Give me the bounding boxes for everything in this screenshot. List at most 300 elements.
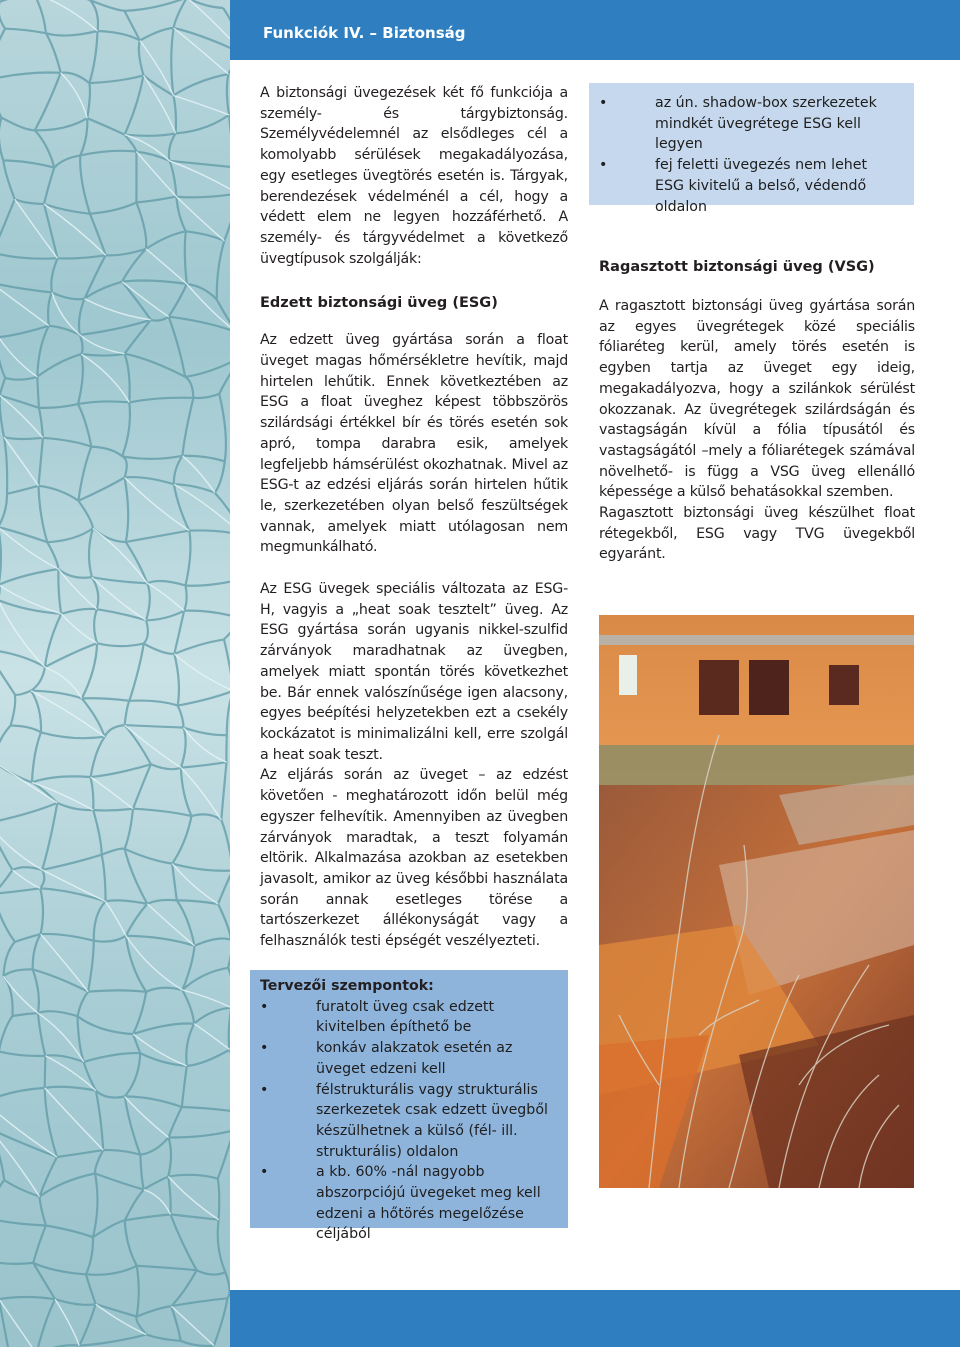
glass-crack: [39, 486, 48, 542]
glass-crack: [0, 1297, 55, 1299]
glass-crack: [0, 395, 4, 437]
glass-crack: [96, 1091, 103, 1151]
glass-crack: [225, 1272, 229, 1298]
glass-crack: [218, 1220, 226, 1273]
glass-crack: [40, 1197, 46, 1226]
glass-crack: [91, 777, 133, 809]
glass-crack: [174, 484, 230, 536]
glass-crack: [93, 810, 102, 855]
glass-crack: [126, 531, 189, 542]
glass-crack: [34, 0, 46, 33]
glass-crack: [33, 1263, 86, 1275]
glass-crack: [11, 694, 16, 725]
glass-crack: [0, 527, 1, 585]
glass-crack: [174, 456, 183, 484]
glass-crack: [31, 667, 45, 691]
glass-crack: [86, 1237, 93, 1274]
glass-crack: [126, 936, 146, 992]
glass-crack: [182, 1066, 187, 1107]
glass-crack: [45, 1056, 46, 1088]
glass-crack: [52, 293, 85, 300]
glass-crack: [146, 231, 186, 249]
glass-crack: [147, 581, 185, 585]
glass-crack: [87, 83, 90, 118]
glass-crack: [37, 354, 81, 377]
glass-crack: [45, 1088, 103, 1150]
glass-crack: [0, 762, 57, 803]
glass-crack: [89, 528, 93, 577]
glass-crack: [42, 870, 105, 902]
glass-crack: [168, 1175, 218, 1179]
glass-crack: [55, 1299, 96, 1305]
glass-crack: [92, 577, 147, 583]
glass-crack: [178, 691, 230, 706]
glass-crack: [181, 762, 227, 767]
bullet-icon: •: [260, 1081, 269, 1098]
glass-crack: [147, 900, 177, 904]
glass-crack: [0, 378, 5, 396]
list-item: [260, 1038, 554, 1079]
glass-crack: [61, 609, 97, 614]
glass-crack: [187, 1050, 230, 1066]
glass-crack: [93, 528, 126, 542]
glass-crack: [13, 870, 41, 888]
glass-crack: [168, 1138, 171, 1177]
glass-crack: [125, 477, 174, 484]
glass-crack: [133, 992, 146, 1034]
glass-crack: [4, 437, 39, 486]
glass-crack: [0, 1052, 45, 1056]
glass-crack: [146, 583, 150, 620]
glass-crack: [186, 531, 191, 586]
glass-crack: [89, 75, 143, 83]
glass-crack: [78, 354, 83, 404]
glass-crack: [106, 901, 126, 935]
glass-crack: [85, 299, 151, 320]
glass-crack: [177, 900, 218, 904]
glass-crack: [125, 1214, 171, 1220]
glass-crack: [125, 1220, 137, 1266]
glass-crack: [172, 816, 191, 864]
glass-crack: [91, 764, 151, 777]
glass-crack: [7, 486, 39, 494]
glass-crack: [144, 644, 175, 654]
glass-crack: [40, 888, 43, 934]
glass-crack: [0, 1180, 4, 1218]
glass-crack: [227, 74, 229, 115]
glass-crack: [125, 725, 184, 728]
glass-crack: [133, 764, 151, 808]
glass-crack: [45, 643, 97, 667]
glass-crack: [187, 0, 223, 8]
glass-crack: [129, 701, 177, 706]
glass-crack: [122, 402, 130, 456]
glass-crack: [32, 776, 91, 782]
glass-crack: [93, 809, 133, 811]
glass-crack: [125, 1190, 144, 1221]
glass-crack: [125, 1053, 141, 1096]
glass-crack: [2, 118, 35, 131]
glass-crack: [0, 803, 57, 823]
glass-crack: [37, 377, 39, 408]
glass-crack: [82, 698, 105, 736]
list-item-text: félstrukturális vagy strukturális szerkezetek csak edzett üvegből készülhetnek a külső (fél- ill. strukturális) oldalon: [316, 1081, 548, 1160]
glass-crack: [43, 438, 91, 447]
glass-crack: [169, 1107, 182, 1138]
glass-crack: [229, 1008, 230, 1050]
footer-bar: [230, 1290, 960, 1347]
glass-crack: [0, 569, 58, 585]
glass-crack: [126, 904, 147, 936]
glass-crack: [80, 155, 90, 213]
glass-crack: [168, 1177, 170, 1215]
glass-crack: [136, 197, 176, 203]
glass-crack: [125, 133, 176, 135]
glass-crack: [78, 1016, 134, 1034]
glass-crack: [228, 968, 230, 1008]
glass-crack: [47, 528, 93, 542]
glass-crack: [42, 803, 57, 870]
glass-crack: [169, 1130, 231, 1137]
glass-crack: [173, 96, 229, 115]
bullet-icon: •: [599, 95, 608, 111]
glass-crack: [140, 28, 174, 41]
glass-crack: [214, 1298, 228, 1345]
glass-crack: [224, 619, 230, 640]
vsg-paragraph-2: Ragasztott biztonsági üveg készülhet float rétegekből, ESG vagy TVG üvegekből egyaránt.: [599, 505, 915, 563]
glass-crack: [139, 41, 144, 76]
right-bullet-list: [599, 93, 900, 217]
glass-crack: [105, 725, 125, 737]
glass-crack: [38, 1013, 46, 1056]
glass-crack: [174, 639, 224, 654]
list-item: [599, 93, 900, 155]
glass-crack: [40, 888, 105, 901]
glass-crack: [0, 1129, 40, 1197]
right-column: [599, 259, 915, 565]
right-top-box: [589, 83, 914, 215]
glass-crack: [185, 231, 187, 284]
glass-crack: [186, 581, 231, 586]
list-item: [260, 1080, 554, 1163]
glass-crack: [0, 337, 37, 377]
glass-crack: [35, 118, 87, 130]
glass-crack: [174, 654, 230, 691]
glass-crack: [0, 1218, 46, 1226]
glass-crack: [192, 814, 222, 820]
glass-crack: [185, 357, 230, 377]
glass-crack: [0, 326, 49, 338]
glass-crack: [125, 701, 130, 725]
glass-crack: [0, 118, 3, 161]
glass-crack: [0, 80, 2, 118]
glass-crack: [41, 934, 94, 941]
broken-glass-image: [0, 0, 230, 1347]
glass-crack: [194, 1008, 230, 1024]
glass-crack: [11, 726, 41, 733]
glass-crack: [45, 1087, 96, 1091]
bullet-icon: •: [260, 998, 269, 1015]
glass-crack: [171, 1214, 197, 1270]
glass-crack: [32, 732, 41, 782]
glass-crack: [78, 401, 129, 404]
glass-crack: [87, 118, 124, 134]
design-considerations-box: [250, 970, 568, 1243]
glass-crack: [89, 31, 97, 83]
glass-crack: [133, 1023, 194, 1034]
glass-crack: [78, 478, 124, 501]
glass-crack: [178, 706, 184, 728]
glass-crack: [144, 1190, 171, 1215]
glass-crack: [224, 639, 230, 691]
glass-crack: [41, 934, 89, 992]
glass-crack: [137, 1266, 139, 1317]
glass-crack: [146, 1335, 180, 1341]
list-item-text: furatolt üveg csak edzett kivitelben építhető be: [316, 998, 495, 1036]
glass-crack: [144, 75, 176, 133]
glass-crack: [215, 461, 225, 492]
glass-crack: [186, 1024, 194, 1066]
list-item: [599, 155, 900, 217]
glass-crack: [48, 293, 52, 326]
glass-crack: [129, 644, 143, 701]
glass-crack: [4, 437, 7, 494]
glass-crack: [169, 161, 176, 197]
glass-crack: [0, 726, 11, 763]
left-column: [260, 83, 568, 952]
glass-crack: [0, 894, 15, 942]
glass-crack: [94, 609, 97, 643]
glass-crack: [218, 1179, 219, 1220]
glass-crack: [15, 691, 31, 695]
glass-crack: [51, 258, 57, 292]
glass-crack: [125, 354, 186, 377]
glass-crack: [125, 75, 144, 134]
glass-crack: [140, 1138, 168, 1155]
glass-crack: [0, 283, 52, 293]
glass-crack: [182, 946, 194, 990]
glass-crack: [41, 732, 105, 738]
glass-crack: [122, 456, 127, 477]
glass-crack: [46, 33, 61, 73]
glass-crack: [0, 823, 42, 870]
glass-crack: [0, 1261, 33, 1264]
glass-crack: [176, 194, 230, 198]
glass-crack: [0, 395, 39, 407]
glass-crack: [88, 941, 94, 992]
glass-crack: [35, 130, 55, 167]
glass-crack: [93, 1220, 125, 1237]
bullet-icon: •: [260, 1164, 269, 1181]
glass-crack: [146, 611, 184, 621]
glass-crack: [122, 456, 182, 459]
glass-crack: [58, 569, 92, 578]
glass-crack: [78, 447, 91, 501]
glass-crack: [78, 992, 89, 1017]
glass-crack: [46, 31, 98, 36]
glass-crack: [4, 976, 38, 1013]
glass-crack: [3, 161, 14, 200]
glass-crack: [151, 317, 169, 321]
glass-crack: [174, 484, 189, 530]
glass-crack: [140, 41, 174, 96]
glass-crack: [218, 871, 230, 905]
glass-crack: [54, 155, 80, 167]
glass-crack: [80, 118, 87, 155]
glass-crack: [218, 904, 230, 940]
glass-crack: [40, 870, 44, 888]
glass-crack: [81, 354, 129, 402]
glass-crack: [0, 762, 32, 782]
glass-crack: [0, 888, 40, 894]
glass-crack: [0, 2, 5, 29]
glass-crack: [90, 202, 136, 213]
glass-crack: [78, 404, 91, 447]
glass-crack: [174, 0, 187, 28]
glass-crack: [140, 1155, 144, 1190]
glass-crack: [173, 74, 228, 96]
glass-crack: [126, 542, 148, 583]
glass-crack: [0, 1102, 57, 1157]
glass-crack: [229, 115, 230, 168]
glass-crack: [42, 855, 101, 870]
glass-crack: [181, 768, 192, 817]
glass-crack: [91, 737, 105, 777]
glass-crack: [195, 939, 231, 946]
glass-crack: [125, 725, 181, 768]
bullet-icon: •: [260, 1040, 269, 1057]
list-item-text: a kb. 60% -nál nagyobb abszorpciójú üvegeket meg kell edzeni a hőtörés megelőzése céljából: [316, 1164, 541, 1243]
glass-crack: [184, 728, 227, 735]
list-item-text: fej feletti üvegezés nem lehet ESG kivitelű a belső, védendő oldalon: [655, 157, 868, 215]
glass-crack: [189, 530, 230, 535]
glass-crack: [0, 1088, 45, 1102]
glass-crack: [217, 241, 225, 300]
design-box-title: Tervezői szempontok:: [260, 978, 434, 994]
glass-crack: [106, 900, 148, 904]
glass-crack: [176, 115, 230, 133]
list-item: [260, 1162, 554, 1245]
glass-crack: [124, 0, 186, 11]
glass-crack: [0, 73, 61, 80]
glass-crack: [125, 478, 129, 543]
glass-crack: [97, 643, 144, 646]
glass-crack: [125, 725, 151, 764]
glass-crack: [218, 1130, 230, 1178]
glass-crack: [58, 569, 61, 614]
glass-crack: [91, 447, 122, 457]
glass-crack: [55, 1299, 79, 1346]
glass-crack: [147, 583, 184, 610]
glass-crack: [182, 1107, 230, 1113]
glass-crack: [15, 199, 44, 204]
glass-crack: [13, 1013, 38, 1016]
glass-crack: [91, 777, 94, 810]
glass-crack: [96, 1304, 137, 1316]
glass-crack: [79, 1335, 146, 1346]
glass-crack: [224, 194, 230, 241]
glass-crack: [90, 214, 106, 255]
glass-crack: [103, 1150, 140, 1155]
glass-crack: [102, 849, 125, 855]
glass-crack: [0, 1016, 12, 1052]
glass-crack: [144, 620, 148, 643]
glass-crack: [181, 728, 186, 768]
glass-crack: [219, 394, 226, 461]
glass-crack: [184, 586, 187, 611]
glass-crack: [0, 494, 7, 527]
glass-crack: [5, 377, 37, 380]
glass-crack: [126, 936, 182, 990]
glass-crack: [79, 299, 84, 335]
glass-crack: [0, 253, 58, 259]
esgh-paragraph-2: Az eljárás során az üveget – az edzést követően - meghatározott időn belül még egyszer felhevítik. Amennyiben az üvegben zárványok maradtak, a teszt folyamán eltörik. Alkalmazása azokban az esetekben javasolt, amikor az üveg későbbi használata során annak esetleges törése a tartószerkezet állékonyságát vagy a felhasználók testi épségét veszélyezteti.: [260, 767, 568, 950]
glass-crack: [39, 486, 79, 501]
glass-crack: [78, 501, 93, 529]
glass-crack: [80, 335, 83, 354]
glass-crack: [174, 28, 230, 54]
glass-crack: [0, 1299, 36, 1347]
intro-paragraph: A biztonsági üvegezések két fő funkciója a személy- és tárgybiztonság. Személyvédelemnél az elsődleges cél a komolyabb sérülések megakadályozása, egy esetleges üvegtörés esetén is. Tárgyak, berendezések védelménél a cél, hogy a védett elem ne legyen hozzáférhető. A személy- és tárgyvédelmet a következő üvegtípusok szolgálják:: [260, 85, 568, 267]
bullet-icon: •: [599, 157, 608, 174]
glass-crack: [169, 284, 187, 317]
glass-crack: [0, 199, 15, 252]
list-item: [260, 997, 554, 1038]
glass-crack: [174, 654, 179, 706]
glass-crack: [57, 1150, 103, 1157]
glass-crack: [93, 1174, 98, 1238]
glass-crack: [144, 1177, 169, 1190]
glass-crack: [102, 855, 106, 902]
glass-crack: [0, 1129, 4, 1180]
esg-paragraph: Az edzett üveg gyártása során a float üveget magas hőmérsékletre hevítik, majd hirtelen lehűtik. Ennek következtében az ESG a float üveghez képest többszörös szilárdsági értékkel bír és törés esetén sok apró, tompa darabra esik, amelyek legfeljebb hámsérülést okozhatnak. Mivel az ESG-t az edzési eljárás során hirtelen hűtik le, szerkezetében olyan belső feszültségek vannak, amelyek miatt utólagosan nem megmunkálható.: [260, 332, 568, 556]
glass-crack: [39, 404, 78, 408]
glass-crack: [228, 940, 230, 968]
glass-crack: [221, 762, 226, 820]
page-title: Funkciók IV. – Biztonság: [263, 24, 466, 42]
glass-crack: [93, 528, 147, 583]
glass-crack: [88, 990, 146, 991]
glass-crack: [47, 542, 58, 569]
glass-crack: [39, 438, 43, 486]
glass-crack: [122, 281, 187, 284]
glass-crack: [137, 1306, 172, 1317]
glass-crack: [125, 809, 133, 849]
esg-heading: Edzett biztonsági üveg (ESG): [260, 295, 498, 312]
glass-crack: [82, 698, 130, 701]
header-bar: [230, 0, 960, 60]
glass-crack: [46, 1226, 93, 1238]
glass-crack: [171, 28, 173, 96]
glass-crack: [169, 317, 186, 377]
vsg-paragraph: A ragasztott biztonsági üveg gyártása során az egyes üvegrétegek közé speciális fóliaréteg kerül, amely törés esetén is egyben tartja az üveget egy ideig, megakadályozva, hogy a szilánkok sérülést okozzanak. Az üvegrétegek szilárdságán és vastagságán kívül a fólia típusától és vastagságától –mely a fóliarétegek számával növelhető- is függ a VSG üveg ellenálló képessége a külső behatásokkal szemben.: [599, 298, 915, 501]
glass-crack: [171, 1270, 196, 1306]
glass-crack: [95, 1150, 103, 1173]
glass-crack: [94, 901, 106, 940]
glass-crack: [171, 1298, 227, 1306]
glass-crack: [136, 202, 146, 249]
glass-crack: [33, 934, 41, 969]
glass-crack: [38, 1011, 78, 1016]
glass-crack: [137, 1266, 197, 1271]
esgh-paragraph: Az ESG üvegek speciális változata az ESG-H, vagyis a „heat soak tesztelt” üveg. Az ESG gyártása során ugyanis nikkel-szulfid zárványok maradhatnak az üvegben, amelyek miatt spontán törés következhet be. Bár ennek valószínűsége igen alacsony, egyes beépítési helyzetekben ezt a csekély kockázatot is minimalizálni kell, erre szolgál a heat soak teszt.: [260, 581, 568, 763]
glass-crack: [168, 1177, 218, 1220]
vsg-heading: Ragasztott biztonsági üveg (VSG): [599, 259, 875, 275]
glass-crack: [35, 73, 61, 131]
glass-crack: [174, 611, 184, 654]
glass-crack: [86, 1274, 96, 1304]
glass-crack: [146, 249, 187, 284]
